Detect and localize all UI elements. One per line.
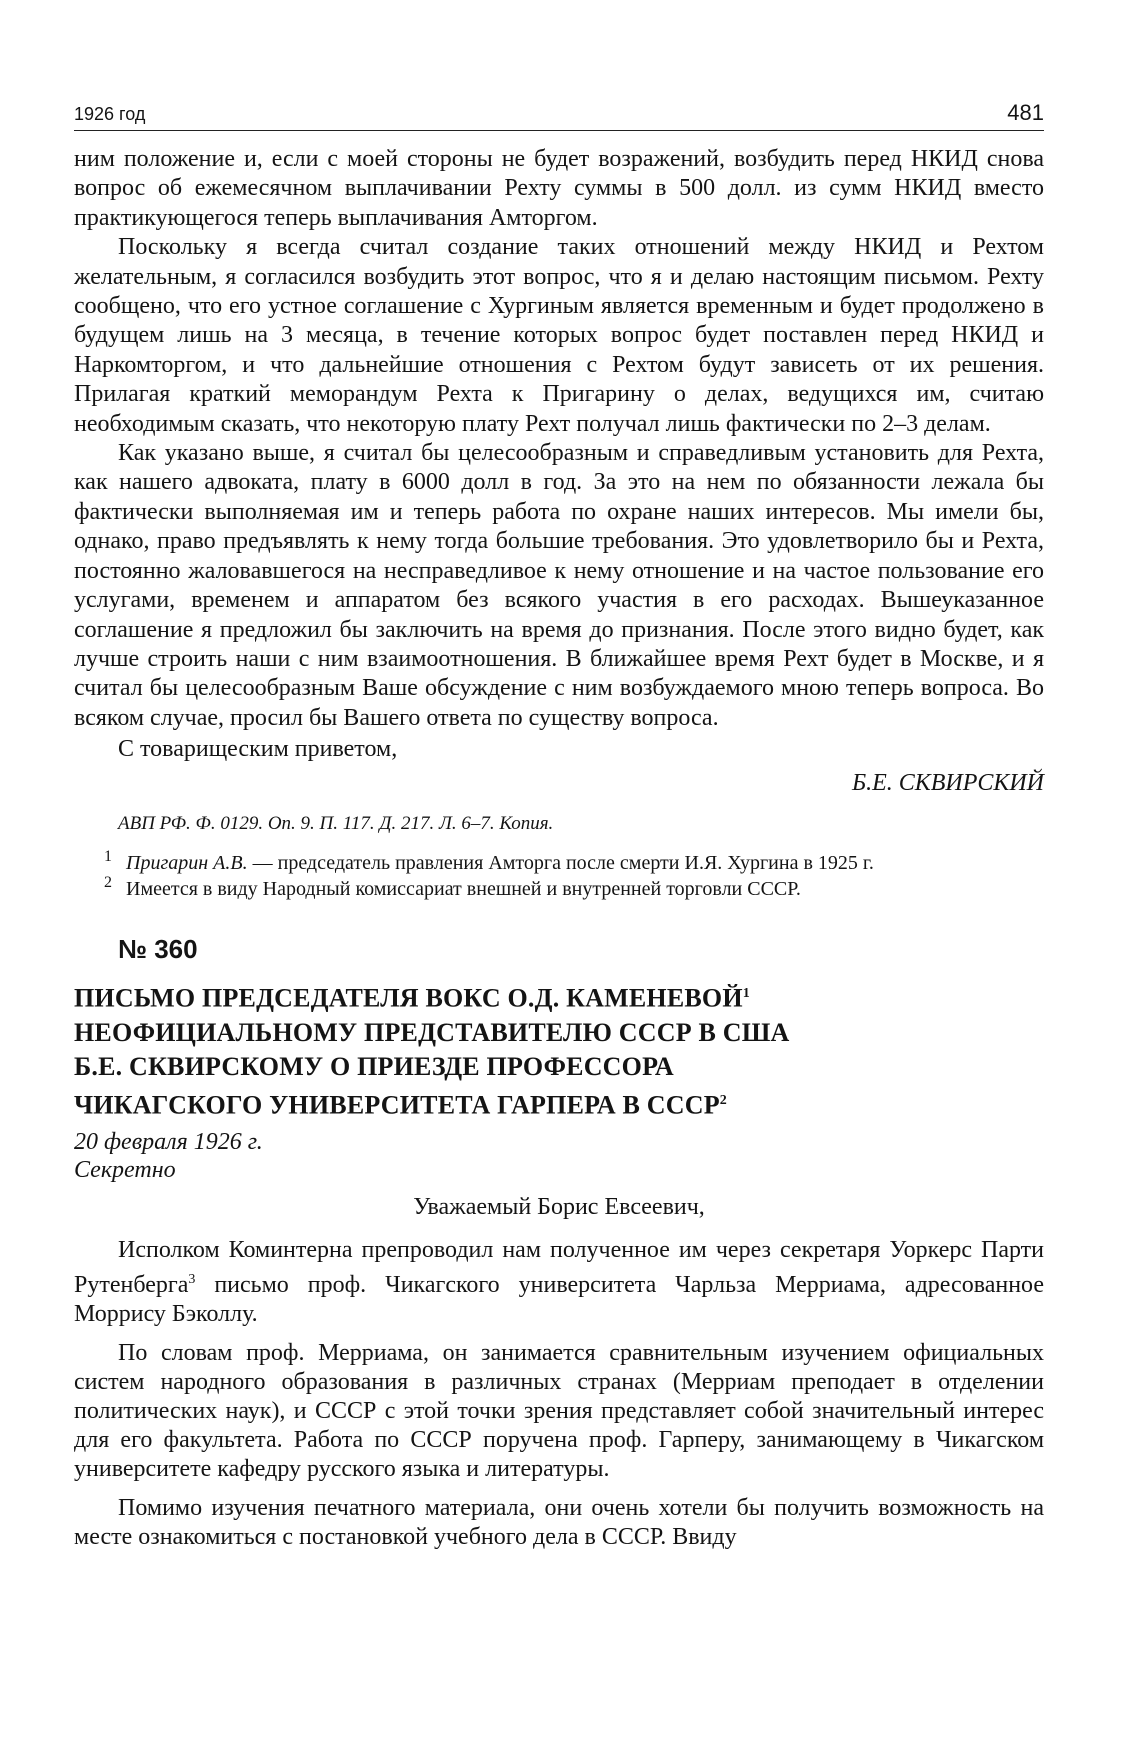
closing-phrase: С товарищеским приветом, — [118, 736, 398, 763]
document-date: 20 февраля 1926 г. — [74, 1129, 263, 1156]
document-number: № 360 — [118, 934, 198, 965]
title-line: НЕОФИЦИАЛЬНОМУ ПРЕДСТАВИТЕЛЮ СССР В США — [74, 1017, 790, 1047]
paragraph: По словам проф. Мерриама, он занимается сравнительным изучением официальных систем народного образования в различных странах (Мерриам преподает в отделении политических наук), и СССР с этой точки зрения представляет собой значительный интерес для его факультета. Работа по СССР поручена проф. Гарперу, занимающему в Чикагском университете кафедру русского языка и литературы. — [74, 1340, 1044, 1483]
footnote-body: — председатель правления Амторга после смерти И.Я. Хургина в 1925 г. — [247, 852, 874, 875]
running-head — [74, 100, 1044, 131]
paragraph: Помимо изучения печатного материала, они очень хотели бы получить возможность на месте ознакомиться с постановкой учебного дела в СССР. Ввиду — [74, 1495, 1044, 1551]
footnote — [74, 850, 1044, 876]
document-title — [74, 977, 1044, 1122]
document-page — [74, 100, 1044, 1562]
title-line: Б.Е. СКВИРСКОМУ О ПРИЕЗДЕ ПРОФЕССОРА — [74, 1051, 674, 1081]
paragraph-text: Исполком Коминтерна препроводил нам полученное им через секретаря Уоркерс Парти Рутенберга — [74, 1237, 1044, 1299]
footnote-mark: 3 — [188, 1272, 196, 1288]
footnote — [74, 876, 1044, 902]
salutation: Уважаемый Борис Евсеевич, — [413, 1194, 705, 1221]
footnote-text — [126, 850, 874, 876]
running-head-year: 1926 год — [74, 104, 146, 124]
previous-letter-continuation — [74, 145, 1044, 733]
title-line — [74, 1084, 1044, 1123]
archive-reference: АВП РФ. Ф. 0129. Оп. 9. П. 117. Д. 217. Л. 6–7. Копия. — [118, 813, 554, 835]
footnote-name: Пригарин А.В. — [126, 852, 248, 875]
footnote-mark: 1 — [742, 986, 750, 1002]
paragraph: Как указано выше, я считал бы целесообразным и справедливым установить для Рехта, как нашего адвоката, плату в 6000 долл в год. За это на нем по обязанности лежала бы фактически выполняемая им и теперь работа по охране наших интересов. Мы имели бы, однако, право предъявлять к нему тогда большие требования. Это удовлетворило бы и Рехта, постоянно жаловавшегося на несправедливое к нему отношение и на частое пользование его услугами, временем и аппаратом без всякого участия в его расходах. Вышеуказанное соглашение я предложил бы заключить на время до признания. После этого видно будет, как лучше строить наши с ним взаимоотношения. В ближайшее время Рехт будет в Москве, и я считал бы целесообразным Ваше обсуждение с ним возбуждаемого мною теперь вопроса. Во всяком случае, просил бы Вашего ответа по существу вопроса. — [74, 440, 1044, 731]
title-line — [74, 977, 1044, 1016]
title-line-text: ЧИКАГСКОГО УНИВЕРСИТЕТА ГАРПЕРА В СССР — [74, 1090, 720, 1120]
page-number: 481 — [1007, 100, 1044, 125]
footnote-mark: 2 — [104, 874, 112, 892]
paragraph-text: письмо проф. Чикагского университета Чарльза Мерриама, адресованное Моррису Бэколлу. — [74, 1272, 1044, 1328]
title-line-text: ПИСЬМО ПРЕДСЕДАТЕЛЯ ВОКС О.Д. КАМЕНЕВОЙ — [74, 983, 743, 1013]
footnote-mark: 2 — [719, 1092, 727, 1108]
secrecy-label: Секретно — [74, 1157, 176, 1184]
paragraph: ним положение и, если с моей стороны не будет возражений, возбудить перед НКИД снова вопрос об ежемесячном выплачивании Рехту суммы в 500 долл. из сумм НКИД вместо практикующегося теперь выплачивания Амторгом. — [74, 146, 1044, 231]
footnote-mark: 1 — [104, 848, 112, 866]
footnotes — [74, 850, 1044, 902]
signature: Б.Е. СКВИРСКИЙ — [851, 770, 1044, 797]
paragraph — [74, 1236, 1044, 1329]
paragraph: Поскольку я всегда считал создание таких отношений между НКИД и Рехтом желательным, я согласился возбудить этот вопрос, что я и делаю настоящим письмом. Рехту сообщено, что его устное соглашение с Хургиным является временным и будет продолжено в будущем лишь на 3 месяца, в течение которых вопрос будет поставлен перед НКИД и Наркомторгом, и что дальнейшие отношения с Рехтом будут зависеть от их решения. Прилагая краткий меморандум Рехта к Пригарину о делах, ведущихся им, считаю необходимым сказать, что некоторую плату Рехт получал лишь фактически по 2–3 делам. — [74, 234, 1044, 437]
footnote-body: Имеется в виду Народный комиссариат внешней и внутренней торговли СССР. — [126, 878, 801, 901]
letter-body — [74, 1236, 1044, 1552]
